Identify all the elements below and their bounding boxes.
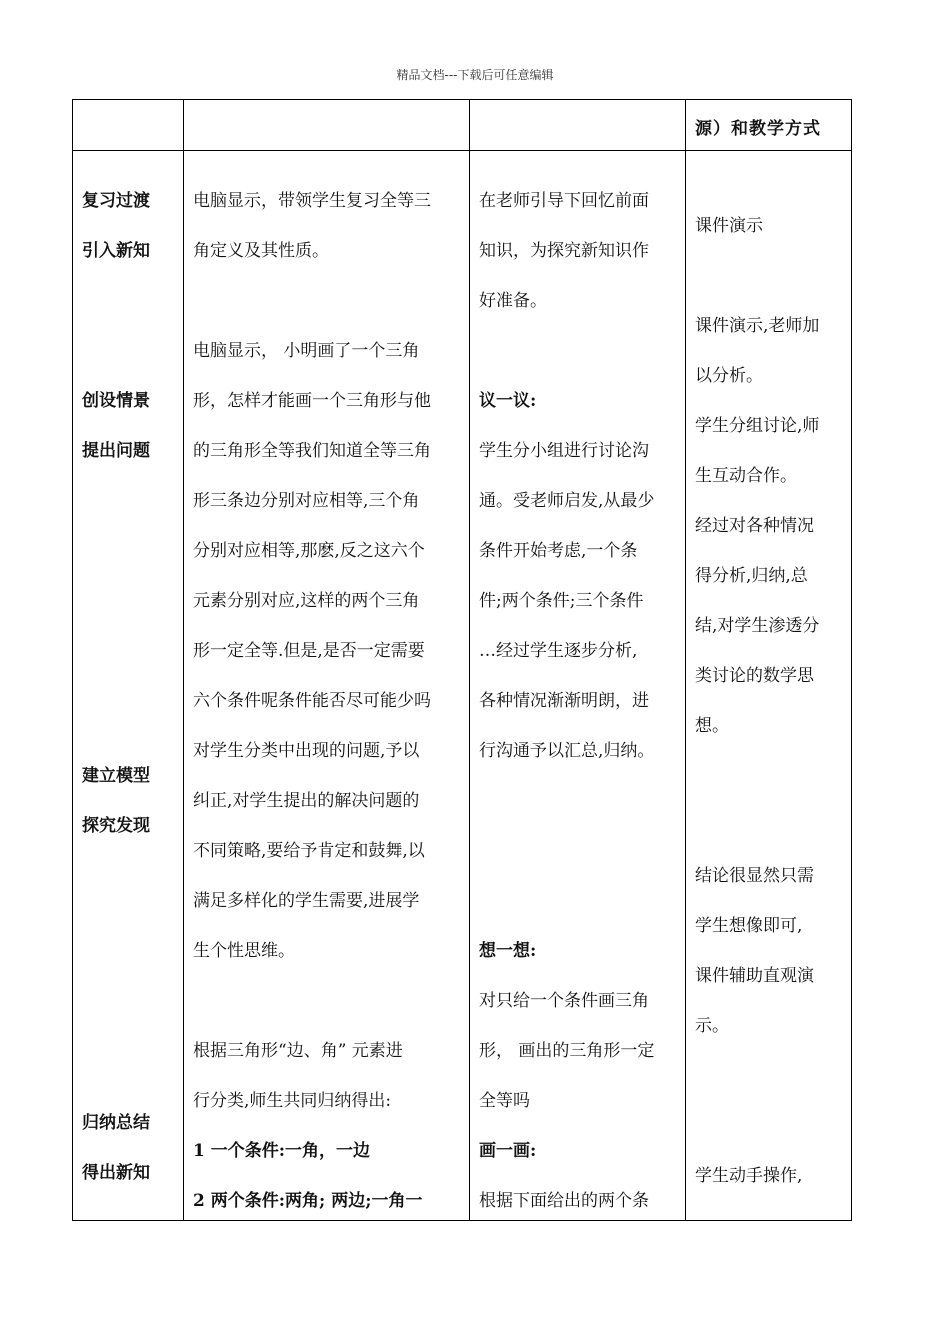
text-line <box>479 326 684 376</box>
text-line: 议一议: <box>479 391 537 411</box>
text-line: 根据三角形“边、角” 元素进 <box>193 1041 403 1061</box>
text-line: 全等吗 <box>479 1091 530 1111</box>
text-line: 通。受老师启发,从最少 <box>479 491 655 511</box>
text-line <box>193 276 473 326</box>
text-line: 结,对学生渗透分 <box>695 616 820 636</box>
text-line: 学生分组讨论,师 <box>695 416 820 436</box>
text-line: 想。 <box>695 716 729 736</box>
text-line <box>695 251 845 301</box>
text-line: 满足多样化的学生需要,进展学 <box>193 891 420 911</box>
text-line: 元素分别对应,这样的两个三角 <box>193 591 420 611</box>
text-line: 经过对各种情况 <box>695 516 814 536</box>
column-divider <box>685 100 686 1220</box>
text-line: 对只给一个条件画三角 <box>479 991 649 1011</box>
teacher-activity-column <box>193 176 473 1226</box>
text-line: 形，怎样才能画一个三角形与他 <box>193 391 431 411</box>
text-line: 分别对应相等,那麽,反之这六个 <box>193 541 425 561</box>
stage-label: 得出新知 <box>82 1163 150 1183</box>
text-line: 课件演示 <box>695 216 763 236</box>
text-line: 根据下面给出的两个条 <box>479 1191 649 1211</box>
text-line: 好准备。 <box>479 291 547 311</box>
stage-label: 归纳总结 <box>82 1113 150 1133</box>
text-line: 课件辅助直观演 <box>695 966 814 986</box>
text-line: 得分析,归纳,总 <box>695 566 808 586</box>
text-line <box>695 1051 845 1101</box>
stage-label: 探究发现 <box>82 816 150 836</box>
text-line <box>479 826 684 876</box>
stage-label: 引入新知 <box>82 241 150 261</box>
text-line: 学生动手操作, <box>695 1166 803 1186</box>
text-line: 学生分小组进行讨论沟 <box>479 441 649 461</box>
stage-label: 复习过渡 <box>82 191 150 211</box>
text-line: 学生想像即可, <box>695 916 803 936</box>
text-line <box>479 776 684 826</box>
stage-label: 建立模型 <box>82 766 150 786</box>
text-line <box>695 1101 845 1151</box>
text-line: 结论很显然只需 <box>695 866 814 886</box>
text-line: 知识，为探究新知识作 <box>479 241 649 261</box>
text-line: 形， 画出的三角形一定 <box>479 1041 655 1061</box>
text-line: 形三条边分别对应相等,三个角 <box>193 491 420 511</box>
text-line: 课件演示,老师加 <box>695 316 820 336</box>
text-line: 角定义及其性质。 <box>193 241 329 261</box>
text-line: 的三角形全等我们知道全等三角 <box>193 441 431 461</box>
text-line: 各种情况渐渐明朗，进 <box>479 691 649 711</box>
text-line: 件;两个条件;三个条件 <box>479 591 644 611</box>
stage-model <box>82 751 182 851</box>
stage-summary <box>82 1098 182 1198</box>
text-line <box>695 801 845 851</box>
text-line: 电脑显示，带领学生复习全等三 <box>193 191 431 211</box>
stage-label: 提出问题 <box>82 441 150 461</box>
text-line: 想一想: <box>479 941 537 961</box>
head-row-col4: 源）和教学方式 <box>695 119 821 139</box>
text-line: 生个性思维。 <box>193 941 295 961</box>
text-line: 六个条件呢条件能否尽可能少吗 <box>193 691 431 711</box>
student-activity-column <box>479 176 684 1226</box>
resources-method-column <box>695 201 845 1201</box>
text-line: 行分类,师生共同归纳得出: <box>193 1091 392 1111</box>
text-line: 行沟通予以汇总,归纳。 <box>479 741 655 761</box>
lesson-table <box>72 99 852 1221</box>
text-line: 对学生分类中出现的问题,予以 <box>193 741 420 761</box>
text-line <box>479 876 684 926</box>
text-line: 条件开始考虑,一个条 <box>479 541 638 561</box>
stage-review <box>82 176 182 276</box>
text-line: 示。 <box>695 1016 729 1036</box>
text-line <box>193 976 473 1026</box>
text-line: 2 两个条件:两角; 两边;一角一 <box>193 1191 423 1211</box>
text-line: 类讨论的数学思 <box>695 666 814 686</box>
row-divider <box>73 150 851 151</box>
page-header: 精品文档---下载后可任意编辑 <box>396 68 554 82</box>
text-line: …经过学生逐步分析, <box>479 641 638 661</box>
column-divider <box>183 100 184 1220</box>
text-line: 纠正,对学生提出的解决问题的 <box>193 791 420 811</box>
text-line: 画一画: <box>479 1141 537 1161</box>
text-line: 生互动合作。 <box>695 466 797 486</box>
text-line: 以分析。 <box>695 366 763 386</box>
stage-label: 创设情景 <box>82 391 150 411</box>
stage-situation <box>82 376 182 476</box>
text-line: 1 一个条件:一角，一边 <box>193 1141 371 1161</box>
text-line: 电脑显示， 小明画了一个三角 <box>193 341 420 361</box>
text-line <box>695 751 845 801</box>
text-line: 在老师引导下回忆前面 <box>479 191 649 211</box>
text-line: 不同策略,要给予肯定和鼓舞,以 <box>193 841 425 861</box>
text-line: 形一定全等.但是,是否一定需要 <box>193 641 425 661</box>
